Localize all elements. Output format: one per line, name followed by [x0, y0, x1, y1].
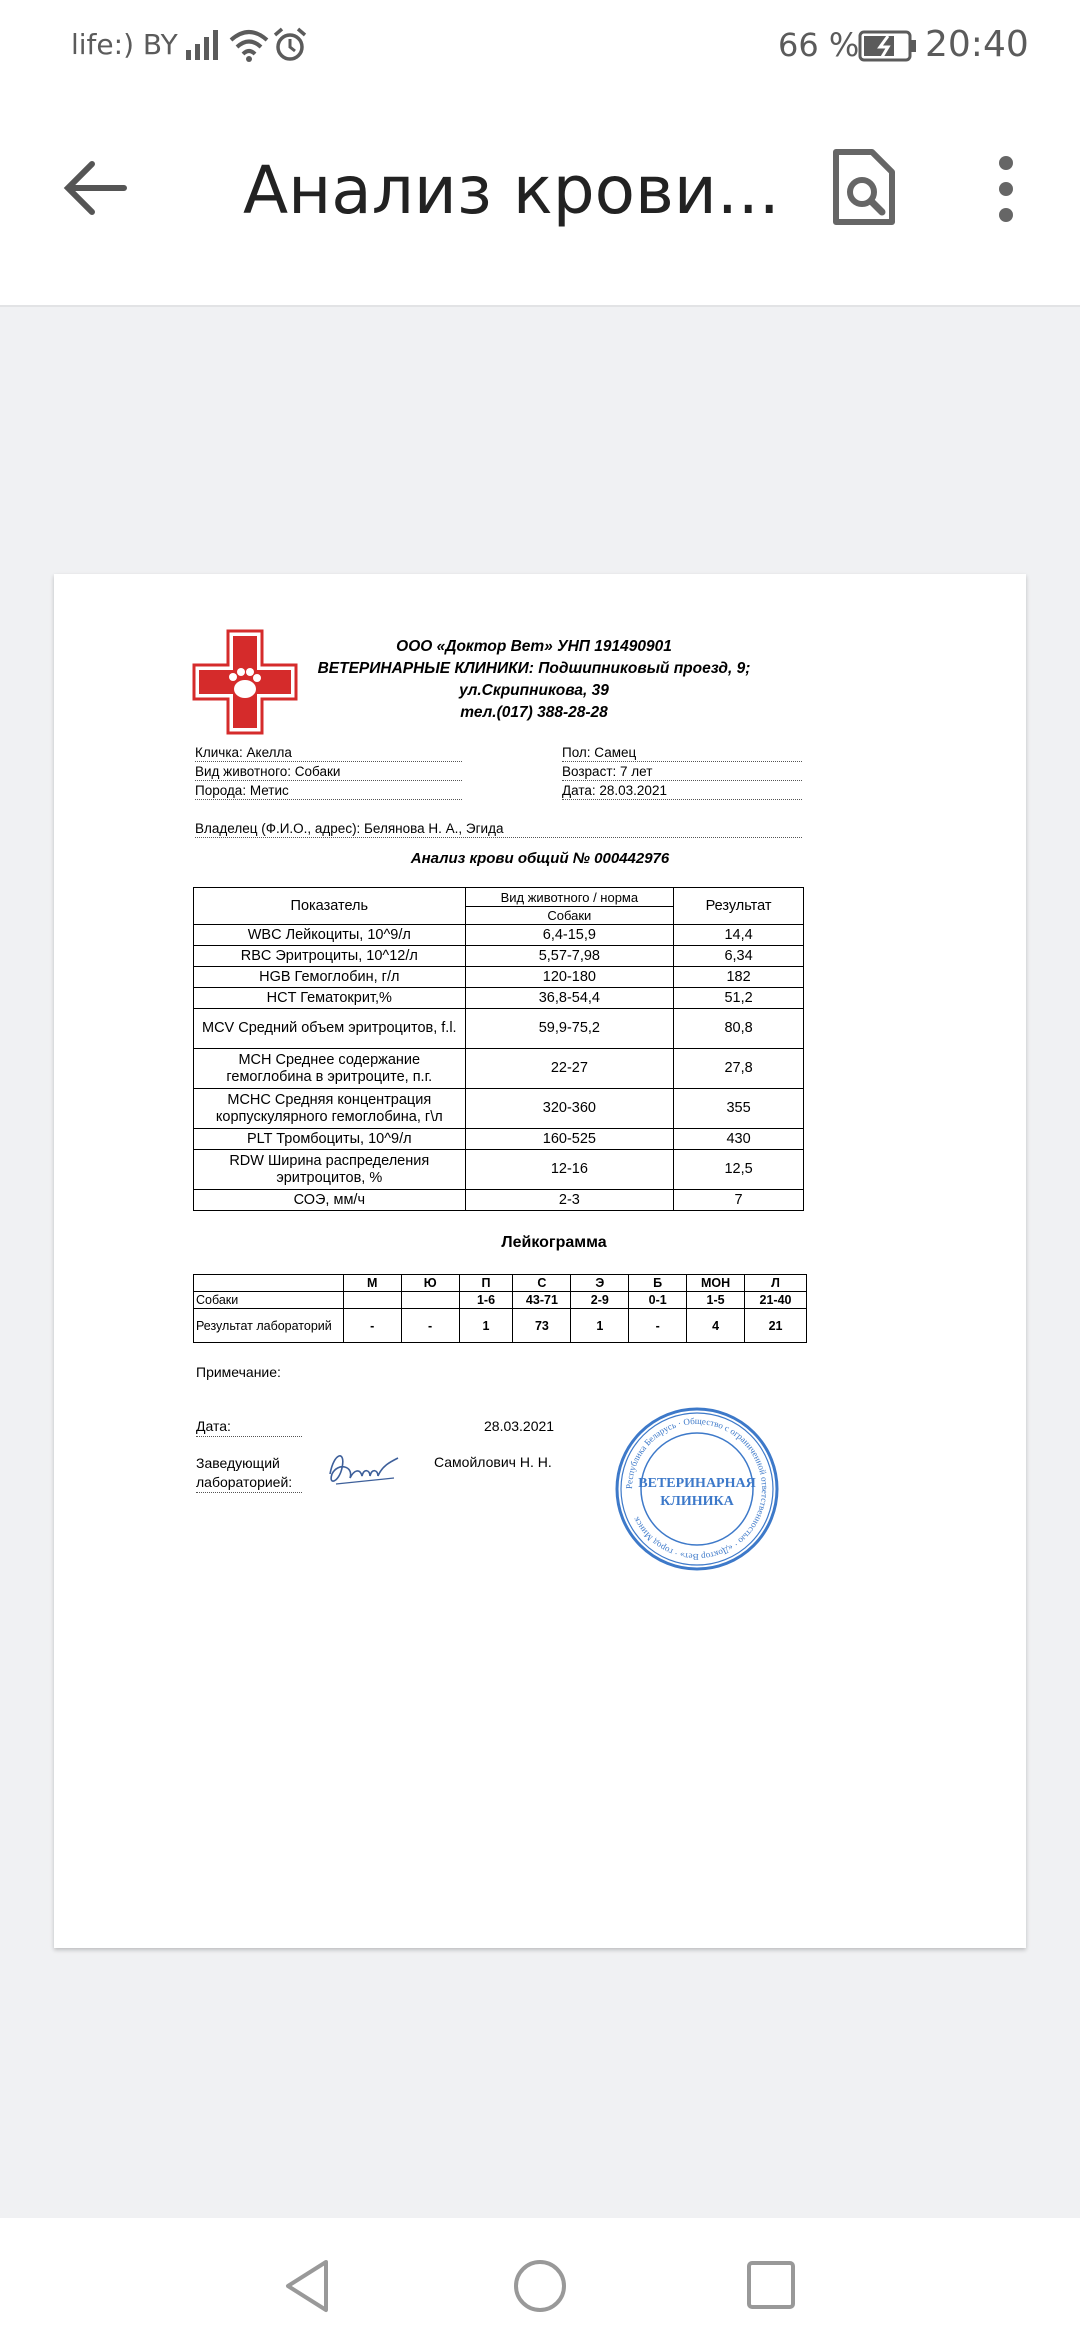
- wifi-icon: [229, 28, 269, 62]
- norm-cell: 6,4-15,9: [465, 925, 674, 946]
- result-cell: 355: [674, 1089, 804, 1129]
- result-cell: 80,8: [674, 1009, 804, 1049]
- arrow-left-icon[interactable]: [62, 155, 128, 221]
- more-vertical-icon[interactable]: [986, 154, 1026, 224]
- indicator-header: Показатель: [194, 888, 466, 925]
- indicator-cell: MCHC Средняя концентрация корпускулярного гемоглобина, г\л: [194, 1089, 466, 1129]
- document-search-icon[interactable]: [832, 148, 896, 226]
- note-label: Примечание:: [196, 1364, 281, 1380]
- norm-cell: 0-1: [629, 1292, 687, 1309]
- indicator-cell: СОЭ, мм/ч: [194, 1190, 466, 1211]
- column-header: Ю: [401, 1275, 459, 1292]
- column-header: М: [343, 1275, 401, 1292]
- field-sex: Пол: Самец: [562, 743, 802, 762]
- column-header: С: [513, 1275, 571, 1292]
- clock: 20:40: [925, 24, 1029, 65]
- result-cell: -: [401, 1309, 459, 1343]
- norm-cell: 22-27: [465, 1049, 674, 1089]
- nav-home-icon[interactable]: [512, 2258, 568, 2314]
- stamp-ring-text: Республика Беларусь · Общество с ограниченной ответственностью · «Доктор Вет» · город Минск: [623, 1415, 771, 1563]
- column-header: Л: [745, 1275, 807, 1292]
- indicator-cell: WBC Лейкоциты, 10^9/л: [194, 925, 466, 946]
- result-cell: 14,4: [674, 925, 804, 946]
- norm-cell: 43-71: [513, 1292, 571, 1309]
- head-of-lab-label: Заведующий лабораторией:: [196, 1454, 302, 1493]
- table-row: [194, 967, 804, 988]
- clinic-line: ул.Скрипникова, 39: [459, 682, 609, 699]
- stamp-text: ВЕТЕРИНАРНАЯ: [638, 1476, 756, 1491]
- field-nickname: Кличка: Акелла: [195, 743, 462, 762]
- table-row: [194, 925, 804, 946]
- table-row: [194, 1049, 804, 1089]
- table-row: [194, 988, 804, 1009]
- table-row: [194, 1150, 804, 1190]
- nav-back-icon[interactable]: [282, 2258, 332, 2314]
- clinic-stamp: [612, 1404, 782, 1574]
- table-row: [194, 1309, 807, 1343]
- field-owner: Владелец (Ф.И.О., адрес): Белянова Н. А., Эгида: [195, 819, 802, 838]
- row-label: Собаки: [194, 1292, 344, 1309]
- norm-cell: 120-180: [465, 967, 674, 988]
- species-header: Собаки: [465, 907, 674, 925]
- indicator-cell: RBC Эритроциты, 10^12/л: [194, 946, 466, 967]
- norm-cell: 320-360: [465, 1089, 674, 1129]
- norm-cell: 160-525: [465, 1129, 674, 1150]
- table-row: [194, 1009, 804, 1049]
- norm-cell: 12-16: [465, 1150, 674, 1190]
- result-cell: 73: [513, 1309, 571, 1343]
- signal-icon: [185, 28, 221, 62]
- norm-cell: 2-3: [465, 1190, 674, 1211]
- stamp-text: КЛИНИКА: [660, 1494, 734, 1509]
- clinic-line: тел.(017) 388-28-28: [460, 704, 608, 721]
- result-cell: 1: [571, 1309, 629, 1343]
- field-species: Вид животного: Собаки: [195, 762, 462, 781]
- navigation-bar: [0, 2218, 1080, 2340]
- result-cell: 4: [687, 1309, 745, 1343]
- nav-recents-icon[interactable]: [746, 2260, 796, 2310]
- indicator-cell: PLT Тромбоциты, 10^9/л: [194, 1129, 466, 1150]
- field-date: Дата: 28.03.2021: [562, 781, 802, 800]
- field-age: Возраст: 7 лет: [562, 762, 802, 781]
- norm-cell: 36,8-54,4: [465, 988, 674, 1009]
- column-header: Э: [571, 1275, 629, 1292]
- result-cell: 1: [459, 1309, 513, 1343]
- table-row: [194, 1129, 804, 1150]
- table-row: [194, 1089, 804, 1129]
- page-title: Анализ крови...: [243, 152, 780, 229]
- norm-cell: [401, 1292, 459, 1309]
- analysis-title: Анализ крови общий № 000442976: [410, 850, 670, 867]
- indicator-cell: HGB Гемоглобин, г/л: [194, 967, 466, 988]
- carrier-name: life:) BY: [71, 28, 178, 61]
- norm-cell: 2-9: [571, 1292, 629, 1309]
- row-label: Результат лабораторий: [194, 1309, 344, 1343]
- blood-test-table: [193, 887, 804, 1211]
- result-cell: -: [343, 1309, 401, 1343]
- status-bar: [0, 0, 1080, 90]
- norm-cell: 21-40: [745, 1292, 807, 1309]
- table-row: [194, 1190, 804, 1211]
- norm-header: Вид животного / норма: [465, 888, 674, 907]
- clinic-cross-logo: [190, 627, 300, 737]
- column-header: П: [459, 1275, 513, 1292]
- table-row: [194, 946, 804, 967]
- indicator-cell: MCV Средний объем эритроцитов, f.l.: [194, 1009, 466, 1049]
- result-cell: 27,8: [674, 1049, 804, 1089]
- leukogram-title: Лейкограмма: [501, 1234, 607, 1251]
- indicator-cell: RDW Ширина распределения эритроцитов, %: [194, 1150, 466, 1190]
- result-cell: 12,5: [674, 1150, 804, 1190]
- result-cell: 51,2: [674, 988, 804, 1009]
- signature-image: [324, 1444, 404, 1496]
- field-breed: Порода: Метис: [195, 781, 462, 800]
- norm-cell: 59,9-75,2: [465, 1009, 674, 1049]
- indicator-cell: HCT Гематокрит,%: [194, 988, 466, 1009]
- result-cell: 430: [674, 1129, 804, 1150]
- result-header: Результат: [674, 888, 804, 925]
- column-header: Б: [629, 1275, 687, 1292]
- norm-cell: 1-6: [459, 1292, 513, 1309]
- battery-percent: 66 %: [778, 26, 860, 64]
- alarm-icon: [272, 27, 308, 63]
- clinic-header: [304, 636, 764, 724]
- head-of-lab-name: Самойлович Н. Н.: [434, 1454, 552, 1470]
- norm-cell: 5,57-7,98: [465, 946, 674, 967]
- app-bar: [0, 90, 1080, 307]
- indicator-cell: MCH Среднее содержание гемоглобина в эритроците, п.г.: [194, 1049, 466, 1089]
- clinic-line: ВЕТЕРИНАРНЫЕ КЛИНИКИ: Подшипниковый проезд, 9;: [317, 660, 751, 677]
- clinic-line: ООО «Доктор Вет» УНП 191490901: [396, 638, 672, 655]
- norm-cell: [343, 1292, 401, 1309]
- table-row: [194, 1292, 807, 1309]
- result-cell: 6,34: [674, 946, 804, 967]
- date-label: Дата:: [196, 1418, 302, 1437]
- corner-cell: [194, 1275, 344, 1292]
- result-cell: 7: [674, 1190, 804, 1211]
- leukogram-table: [193, 1274, 807, 1343]
- date-value: 28.03.2021: [484, 1418, 555, 1434]
- result-cell: -: [629, 1309, 687, 1343]
- battery-charging-icon: [858, 30, 918, 62]
- norm-cell: 1-5: [687, 1292, 745, 1309]
- result-cell: 21: [745, 1309, 807, 1343]
- column-header: МОН: [687, 1275, 745, 1292]
- result-cell: 182: [674, 967, 804, 988]
- document-page: [54, 574, 1026, 1948]
